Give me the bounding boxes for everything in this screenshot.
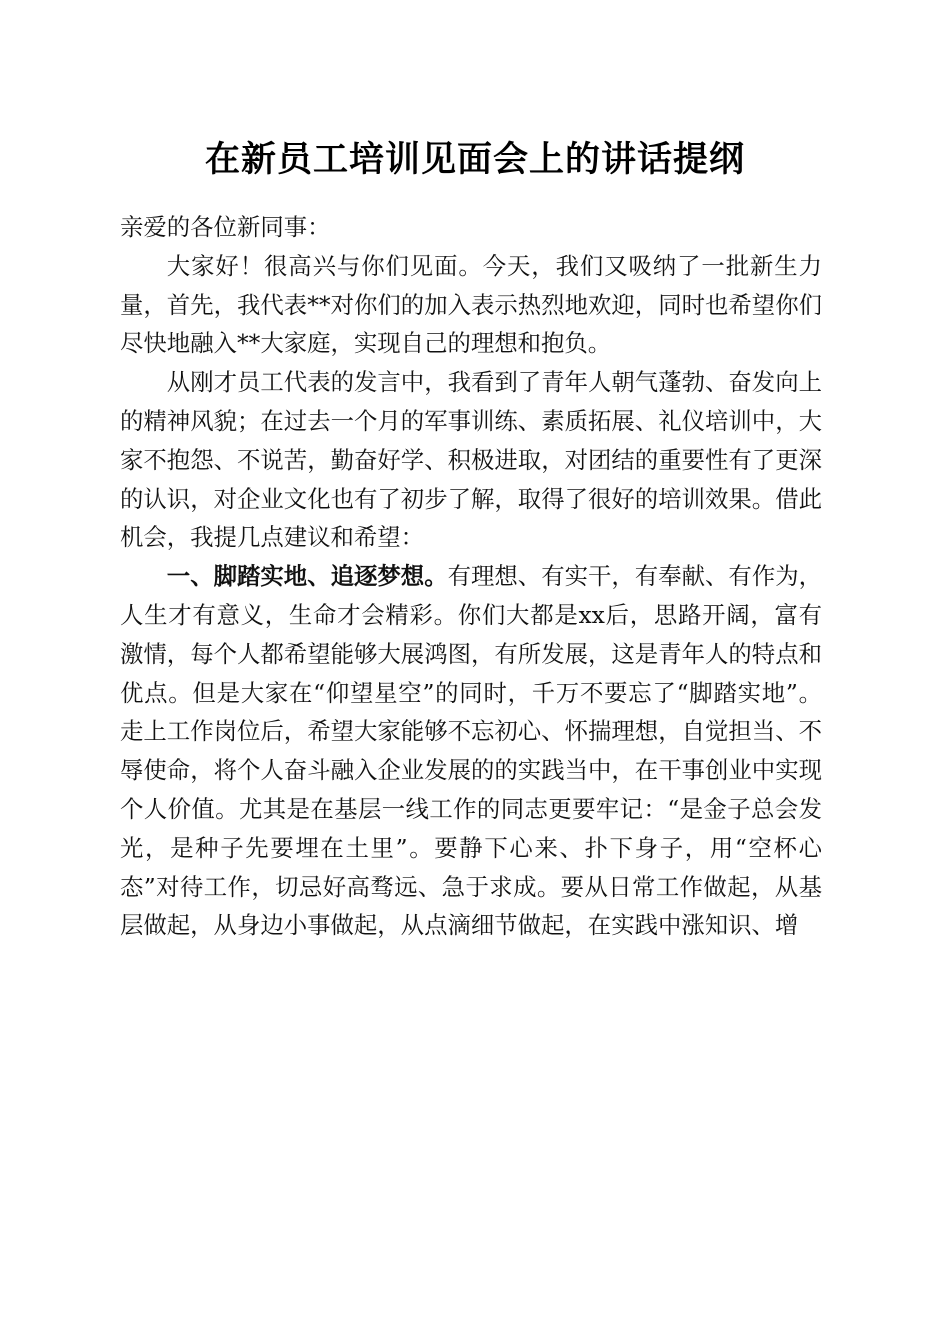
point-one-heading: 一、脚踏实地、追逐梦想。 (166, 562, 448, 591)
document-body (120, 208, 822, 945)
paragraph-training-review: 从刚才员工代表的发言中，我看到了青年人朝气蓬勃、奋发向上的精神风貌；在过去一个月的军事训练、素质拓展、礼仪培训中，大家不抱怨、不说苦，勤奋好学、积极进取，对团结的重要性有了更深的认识，对企业文化也有了初步了解，取得了很好的培训效果。借此机会，我提几点建议和希望： (120, 368, 822, 552)
point-one-text: 有理想、有实干，有奉献、有作为，人生才有意义，生命才会精彩。你们大都是xx后，思路开阔，富有激情，每个人都希望能够大展鸿图，有所发展，这是青年人的特点和优点。但是大家在“仰望星空”的同时，千万不要忘了“脚踏实地”。走上工作岗位后，希望大家能够不忘初心、怀揣理想，自觉担当、不辱使命，将个人奋斗融入企业发展的的实践当中，在干事创业中实现个人价值。尤其是在基层一线工作的同志更要牢记：“是金子总会发光，是种子先要埋在土里”。要静下心来、扑下身子，用“空杯心态”对待工作，切忌好高骛远、急于求成。要从日常工作做起，从基层做起，从身边小事做起，从点滴细节做起，在实践中涨知识、增 (120, 562, 823, 940)
document-title: 在新员工培训见面会上的讲话提纲 (204, 139, 745, 180)
paragraph-point-one (120, 557, 822, 945)
paragraph-greeting: 大家好！很高兴与你们见面。今天，我们又吸纳了一批新生力量，首先，我代表**对你们的加入表示热烈地欢迎，同时也希望你们尽快地融入**大家庭，实现自己的理想和抱负。 (120, 251, 822, 358)
salutation: 亲爱的各位新同事： (120, 213, 331, 241)
